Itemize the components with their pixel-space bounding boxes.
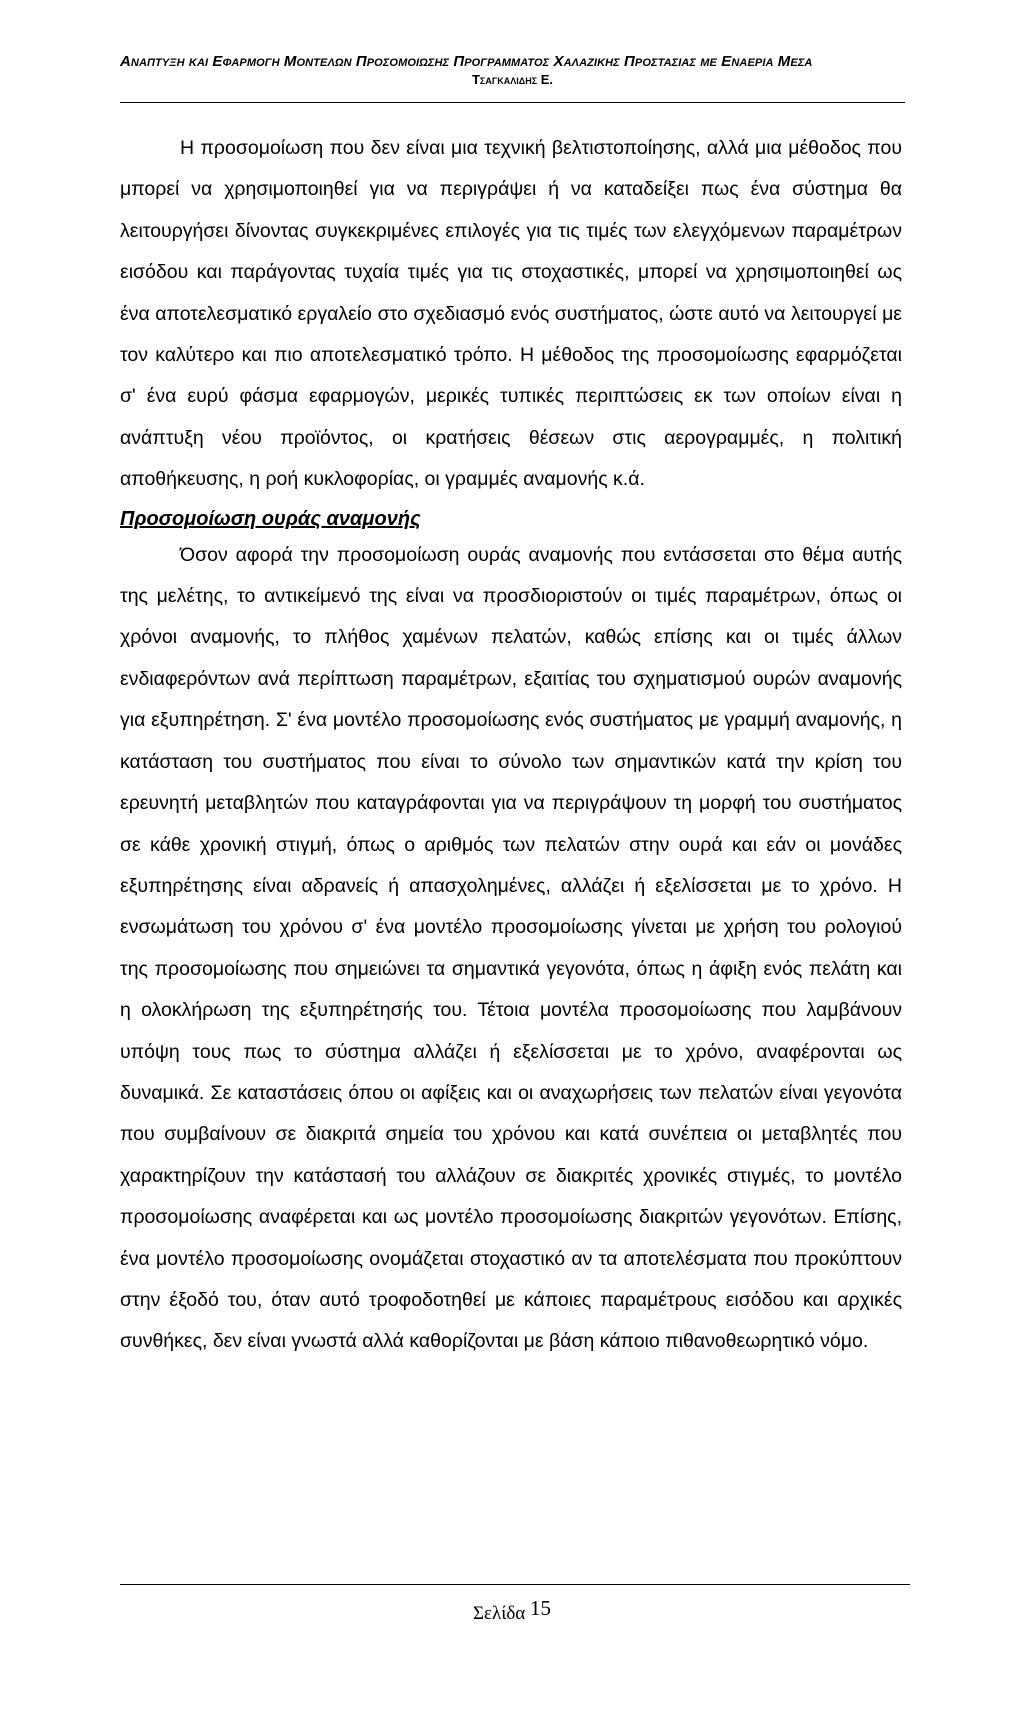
- page-footer: [0, 1596, 1024, 1625]
- section-heading: Προσομοίωση ουράς αναμονής: [120, 507, 421, 530]
- page-number: 15: [530, 1596, 552, 1620]
- page-header: [120, 52, 905, 87]
- body-paragraph: Η προσομοίωση που δεν είναι μια τεχνική βελτιστοποίησης, αλλά μια μέθοδος που μπορεί να χρησιμοποιηθεί για να περιγράψει ή να καταδείξει πως ένα σύστημα θα λειτουργήσει δίνοντας συγκεκριμένες επιλογές για τις τιμές των ελεγχόμενων παραμέτρων εισόδου και παράγοντας τυχαία τιμές για τις στοχαστικές, μπορεί να χρησιμοποιηθεί ως ένα αποτελεσματικό εργαλείο στο σχεδιασμό ενός συστήματος, ώστε αυτό να λειτουργεί με τον καλύτερο και πιο αποτελεσματικό τρόπο. Η μέθοδος της προσομοίωσης εφαρμόζεται σ' ένα ευρύ φάσμα εφαρμογών, μερικές τυπικές περιπτώσεις εκ των οποίων είναι η ανάπτυξη νέου προϊόντος, οι κρατήσεις θέσεων στις αερογραμμές, η πολιτική αποθήκευσης, η ροή κυκλοφορίας, οι γραμμές αναμονής κ.ά.: [120, 137, 902, 491]
- header-divider: [120, 102, 905, 103]
- body-paragraph: Όσον αφορά την προσομοίωση ουράς αναμονής που εντάσσεται στο θέμα αυτής της μελέτης, το αντικείμενό της είναι να προσδιοριστούν οι τιμές παραμέτρων, όπως οι χρόνοι αναμονής, το πλήθος χαμένων πελατών, καθώς επίσης και οι τιμές άλλων ενδιαφερόντων ανά περίπτωση παραμέτρων, εξαιτίας του σχηματισμού ουρών αναμονής για εξυπηρέτηση. Σ' ένα μοντέλο προσομοίωσης ενός συστήματος με γραμμή αναμονής, η κατάσταση του συστήματος που είναι το σύνολο των σημαντικών κατά την κρίση του ερευνητή μεταβλητών που καταγράφονται για να περιγράψουν τη μορφή του συστήματος σε κάθε χρονική στιγμή, όπως ο αριθμός των πελατών στην ουρά και εάν οι μονάδες εξυπηρέτησης είναι αδρανείς ή απασχολημένες, αλλάζει ή εξελίσσεται με το χρόνο. Η ενσωμάτωση του χρόνου σ' ένα μοντέλο προσομοίωσης γίνεται με χρήση του ρολογιού της προσομοίωσης που σημειώνει τα σημαντικά γεγονότα, όπως η άφιξη ενός πελάτη και η ολοκλήρωση της εξυπηρέτησής του. Τέτοια μοντέλα προσομοίωσης που λαμβάνουν υπόψη τους πως το σύστημα αλλάζει ή εξελίσσεται με το χρόνο, αναφέρονται ως δυναμικά. Σε καταστάσεις όπου οι αφίξεις και οι αναχωρήσεις των πελατών είναι γεγονότα που συμβαίνουν σε διακριτά σημεία του χρόνου και κατά συνέπεια οι μεταβλητές που χαρακτηρίζουν την κατάστασή του αλλάζουν σε διακριτές χρονικές στιγμές, το μοντέλο προσομοίωσης αναφέρεται και ως μοντέλο προσομοίωσης διακριτών γεγονότων. Επίσης, ένα μοντέλο προσομοίωσης ονομάζεται στοχαστικό αν τα αποτελέσματα που προκύπτουν στην έξοδό του, όταν αυτό τροφοδοτηθεί με κάποιες παραμέτρους εισόδου και αρχικές συνθήκες, δεν είναι γνωστά αλλά καθορίζονται με βάση κάποιο πιθανοθεωρητικό νόμο.: [120, 543, 902, 1353]
- footer-divider: [120, 1584, 910, 1585]
- document-title: Αναπτυξη και Εφαρμογη Μοντελων Προσομοιωσης Προγραμματος Χαλαζικης Προστασιας με Εναερια Μεσα: [120, 53, 813, 70]
- author-name: Τσαγκαλιδης Ε.: [471, 72, 554, 87]
- page-label: Σελίδα: [472, 1603, 526, 1624]
- document-body: [120, 128, 902, 1363]
